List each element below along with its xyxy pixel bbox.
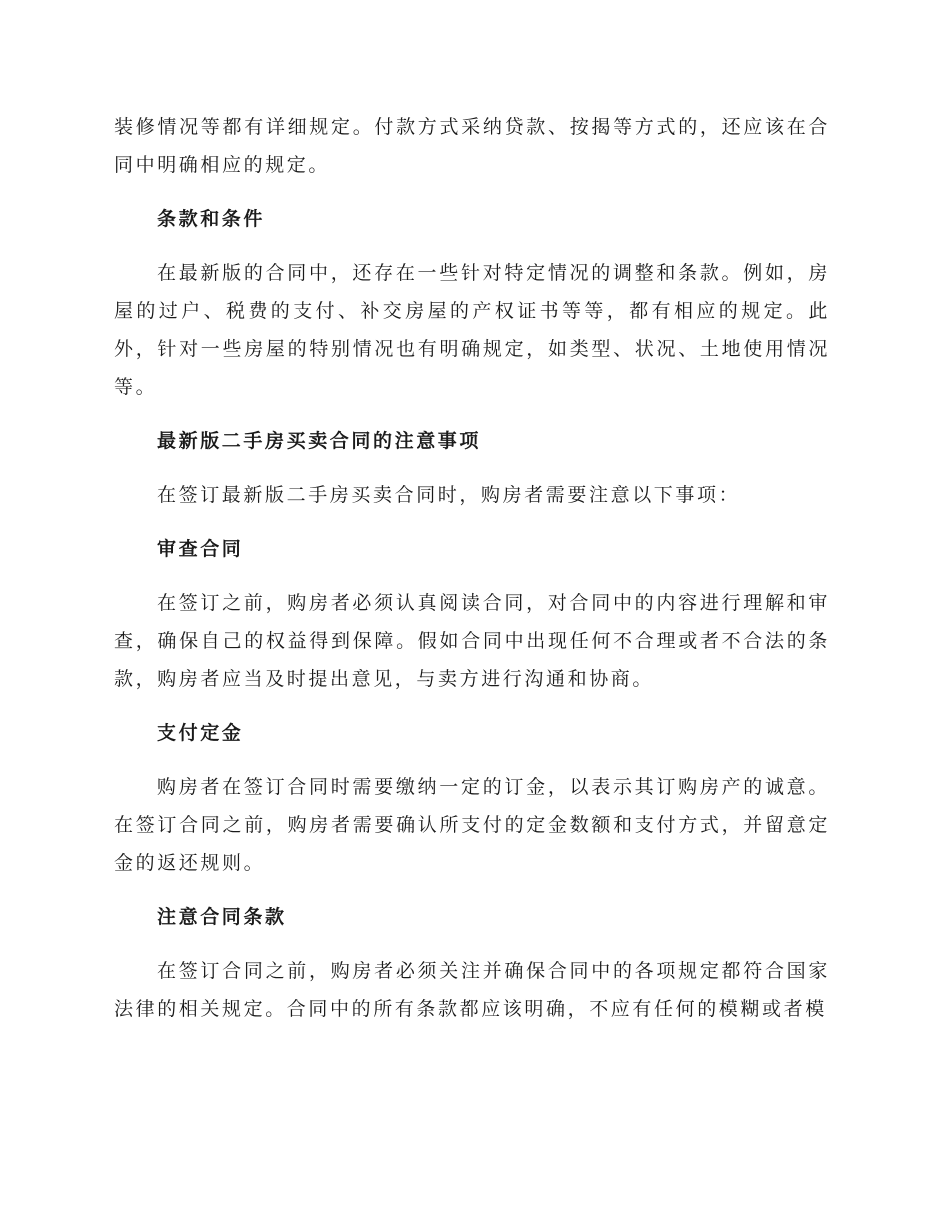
paragraph-payment-terms: 装修情况等都有详细规定。付款方式采纳贷款、按揭等方式的，还应该在合同中明确相应的规定。 bbox=[114, 116, 830, 176]
paragraph-deposit: 购房者在签订合同时需要缴纳一定的订金，以表示其订购房产的诚意。在签订合同之前，购房者需要确认所支付的定金数额和支付方式，并留意定金的返还规则。 bbox=[114, 776, 830, 874]
paragraph-notes-intro: 在签订最新版二手房买卖合同时，购房者需要注意以下事项： bbox=[157, 484, 741, 506]
section-heading-terms-conditions: 条款和条件 bbox=[157, 208, 266, 230]
section-heading-contract-clauses: 注意合同条款 bbox=[157, 906, 287, 928]
paragraph-contract-clauses: 在签订合同之前，购房者必须关注并确保合同中的各项规定都符合国家法律的相关规定。合同中的所有条款都应该明确，不应有任何的模糊或者模 bbox=[114, 960, 830, 1020]
section-heading-deposit: 支付定金 bbox=[157, 722, 244, 744]
paragraph-review-contract: 在签订之前，购房者必须认真阅读合同，对合同中的内容进行理解和审查，确保自己的权益得到保障。假如合同中出现任何不合理或者不合法的条款，购房者应当及时提出意见，与卖方进行沟通和协商。 bbox=[114, 592, 830, 690]
document-body bbox=[114, 108, 830, 1028]
section-heading-review-contract: 审查合同 bbox=[157, 538, 244, 560]
section-heading-notes: 最新版二手房买卖合同的注意事项 bbox=[157, 430, 482, 452]
paragraph-terms-conditions: 在最新版的合同中，还存在一些针对特定情况的调整和条款。例如，房屋的过户、税费的支付、补交房屋的产权证书等等，都有相应的规定。此外，针对一些房屋的特别情况也有明确规定，如类型、状况、土地使用情况等。 bbox=[114, 262, 830, 398]
